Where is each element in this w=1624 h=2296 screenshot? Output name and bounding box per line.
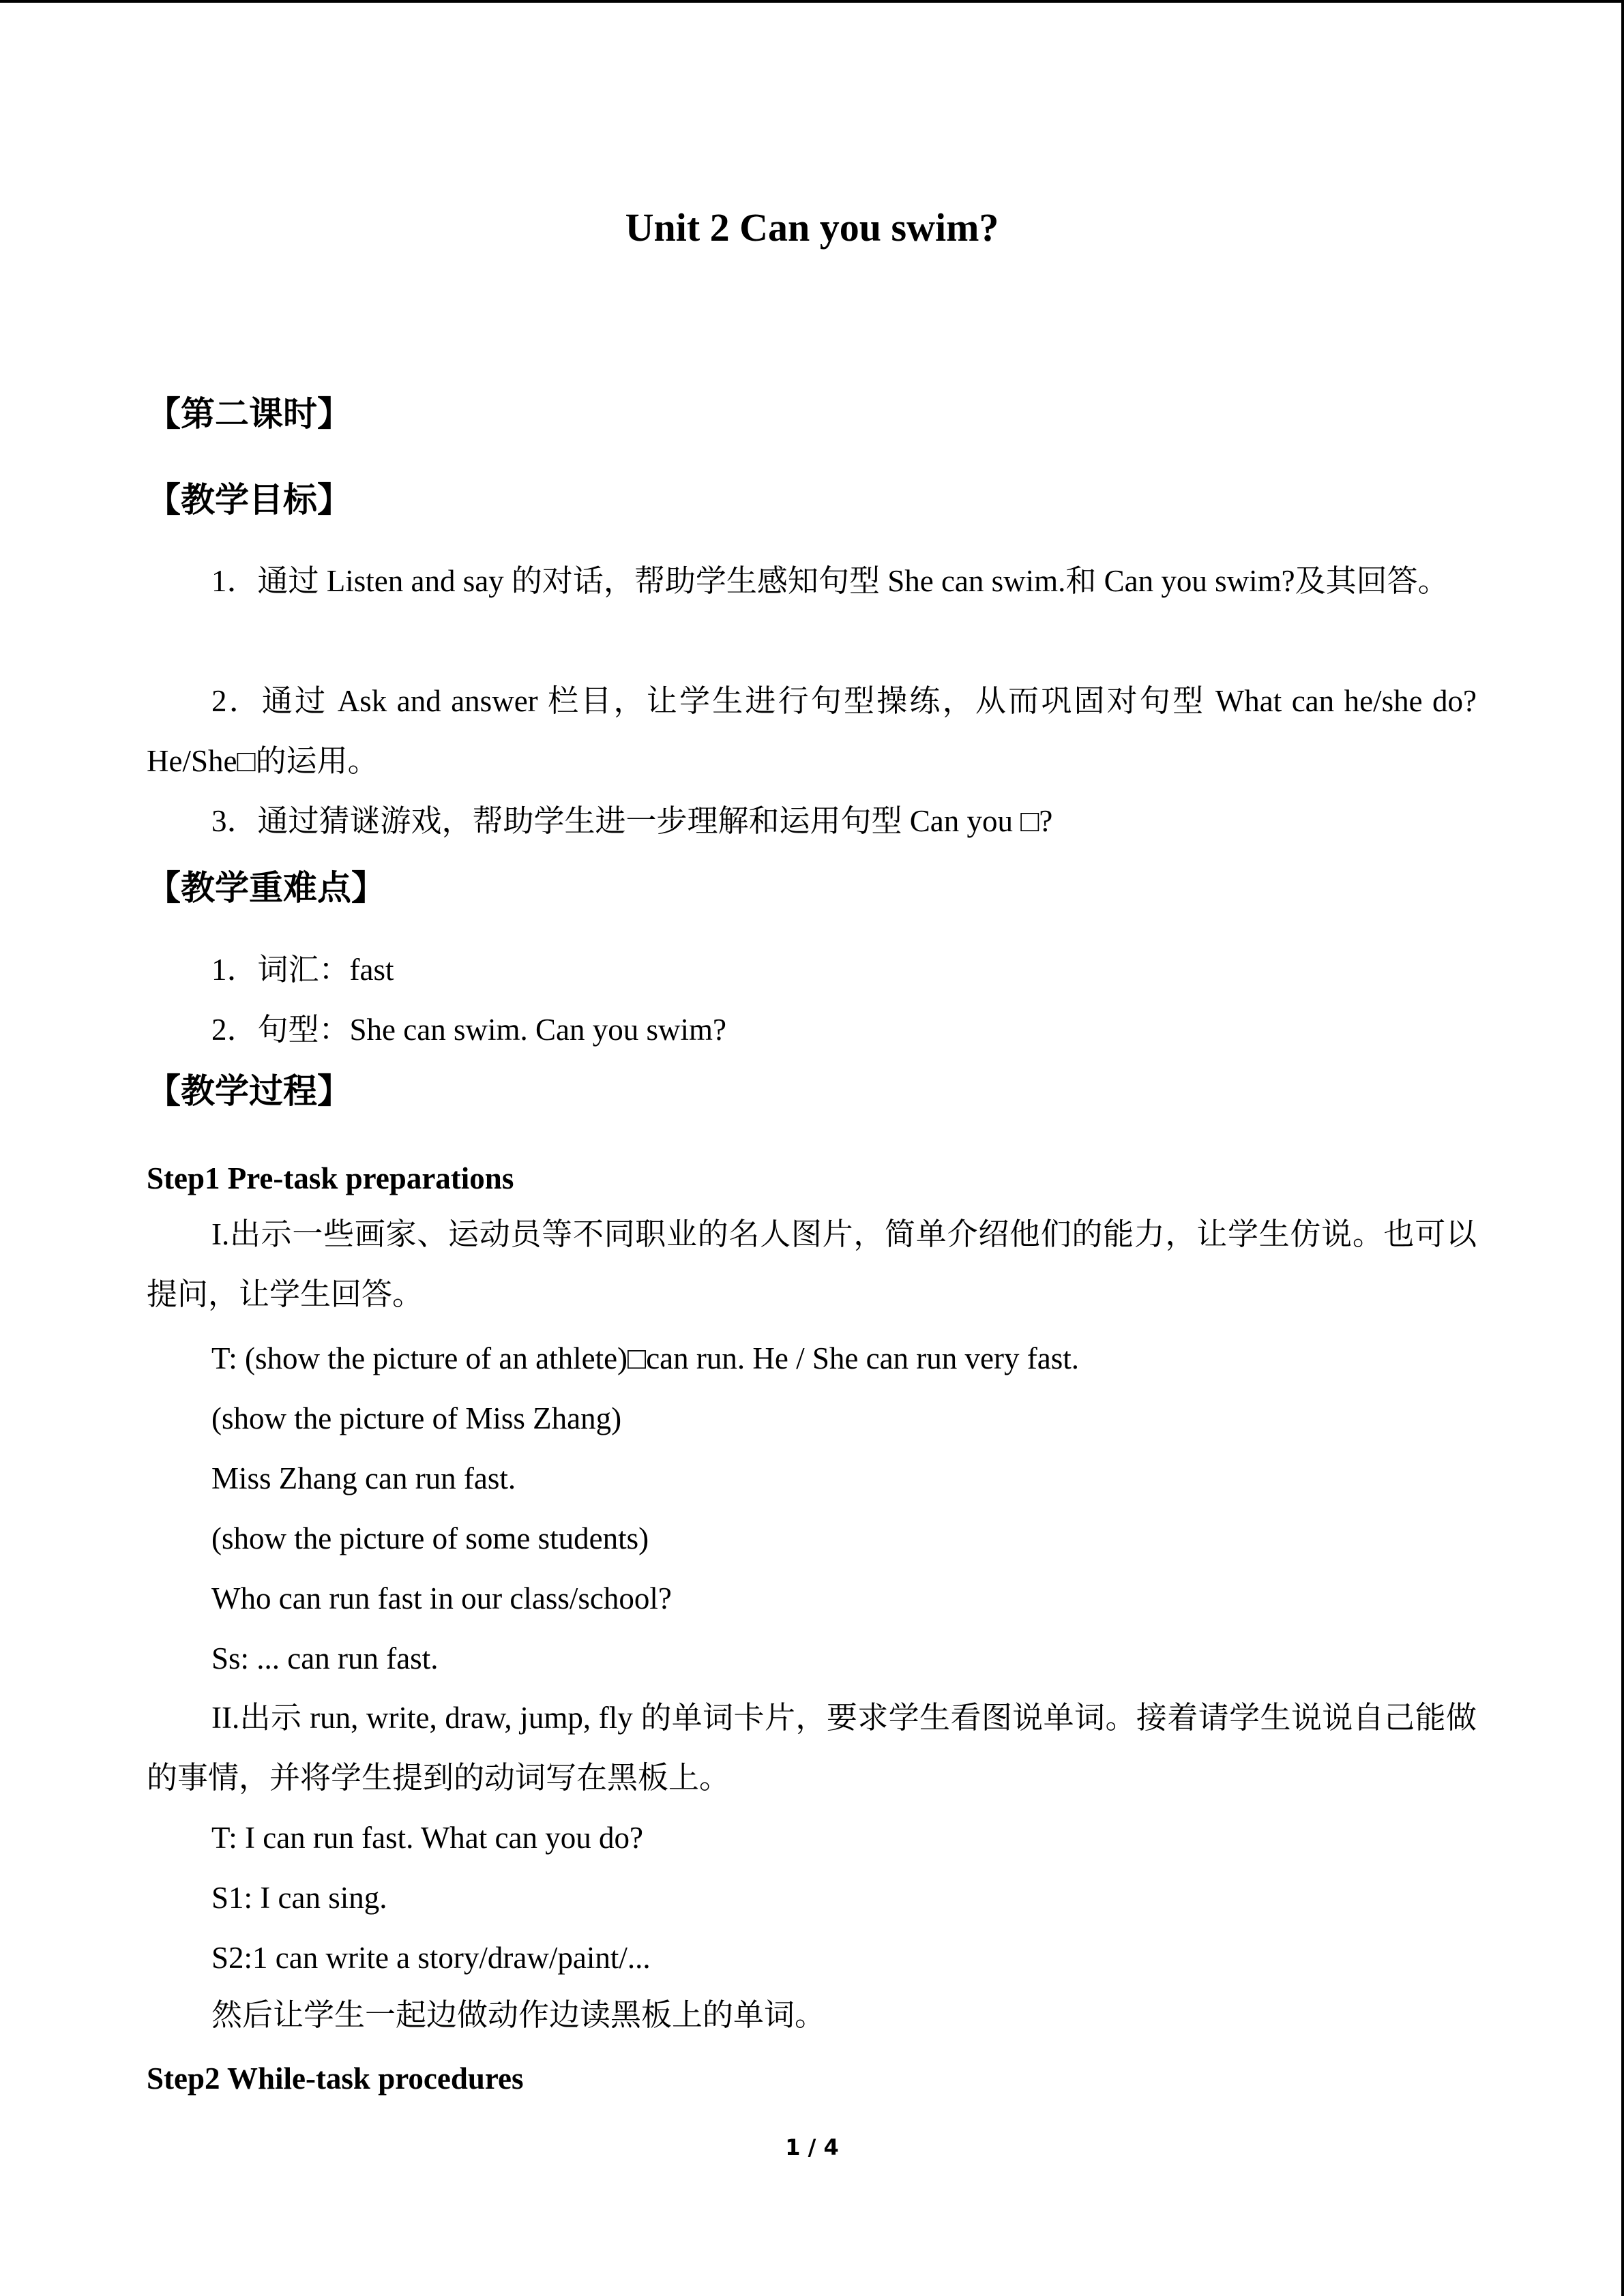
page-border-top [0,0,1624,3]
step1-instruction: II.出示 run, write, draw, jump, fly 的单词卡片，要求学生看图说单词。接着请学生说说自己能做的事情，并将学生提到的动词写在黑板上。 [147,1701,1477,1795]
objective-item: 1．通过 Listen and say 的对话，帮助学生感知句型 She can swim.和 Can you swim?及其回答。 [211,564,1449,598]
step2-title: Step2 While-task procedures [147,2061,524,2096]
page-number: 1 / 4 [785,2134,839,2160]
dialogue-line: (show the picture of some students) [211,1521,649,1555]
dialogue-line: T: (show the picture of an athlete)□can run. He / She can run very fast. [211,1341,1079,1375]
heading-key-points: 【教学重难点】 [147,868,385,908]
heading-objectives: 【教学目标】 [147,480,351,520]
dialogue-line: S1: I can sing. [211,1881,387,1915]
step1-instruction: I.出示一些画家、运动员等不同职业的名人图片，简单介绍他们的能力，让学生仿说。也可以提问，让学生回答。 [147,1217,1477,1311]
dialogue-line: Who can run fast in our class/school? [211,1581,672,1615]
dialogue-line: T: I can run fast. What can you do? [211,1821,643,1855]
heading-process: 【教学过程】 [147,1071,351,1111]
dialogue-line: Miss Zhang can run fast. [211,1461,516,1495]
step1-note: 然后让学生一起边做动作边读黑板上的单词。 [211,1998,826,2032]
key-point-item: 2．句型：She can swim. Can you swim? [211,1013,726,1047]
dialogue-line: S2:1 can write a story/draw/paint/... [211,1941,651,1975]
document-title: Unit 2 Can you swim? [625,205,999,250]
objective-item: 3．通过猜谜游戏，帮助学生进一步理解和运用句型 Can you □? [211,804,1053,838]
key-point-item: 1．词汇：fast [211,953,394,987]
page-border-right [1621,0,1624,2296]
step1-title: Step1 Pre-task preparations [147,1161,514,1195]
heading-lesson: 【第二课时】 [147,394,351,434]
dialogue-line: Ss: ... can run fast. [211,1641,439,1675]
dialogue-line: (show the picture of Miss Zhang) [211,1401,622,1435]
objective-item: 2．通过 Ask and answer 栏目，让学生进行句型操练，从而巩固对句型 What can he/she do? He/She□的运用。 [147,684,1477,778]
